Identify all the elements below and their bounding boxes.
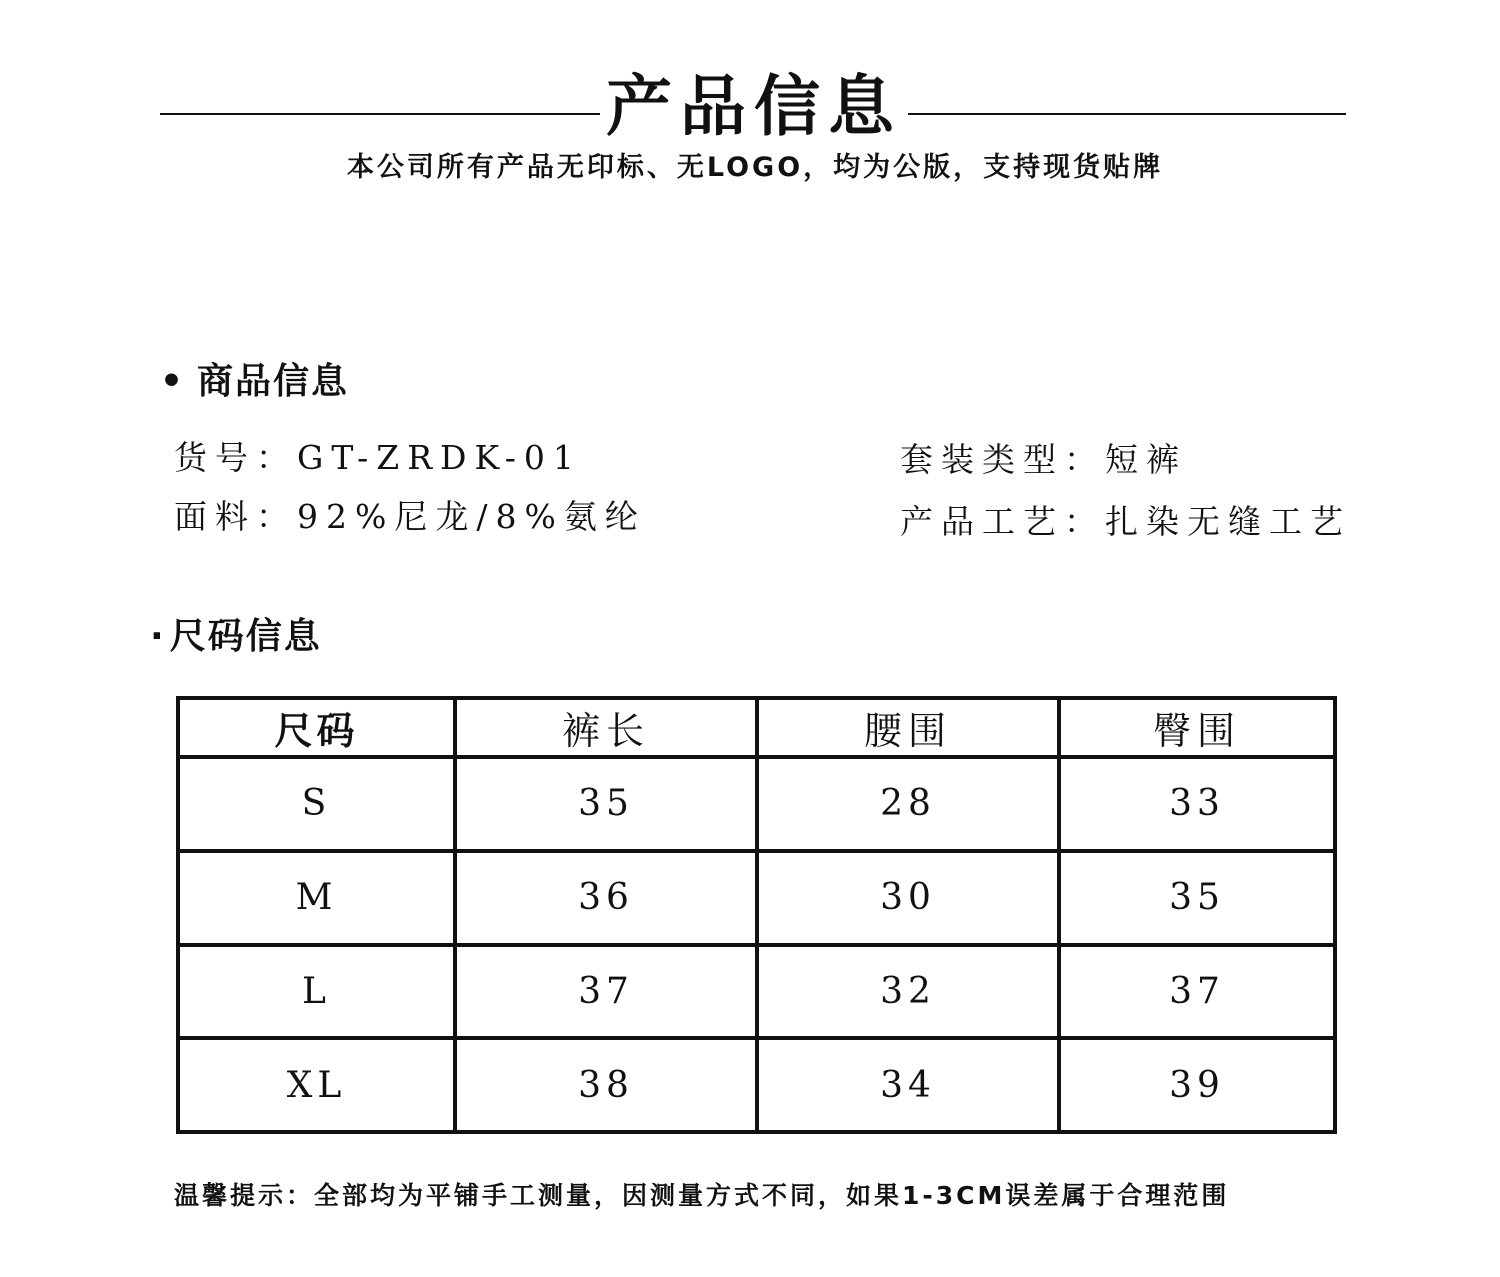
product-info-heading <box>160 360 349 404</box>
cell-waist: 30 <box>757 851 1059 945</box>
cell-size: XL <box>178 1038 455 1132</box>
cell-hip: 39 <box>1059 1038 1335 1132</box>
cell-hip: 33 <box>1059 757 1335 851</box>
product-info-heading-label: 商品信息 <box>197 361 350 402</box>
cell-hip: 35 <box>1059 851 1335 945</box>
cell-waist: 34 <box>757 1038 1059 1132</box>
cell-length: 35 <box>455 757 757 851</box>
cell-length: 37 <box>455 945 757 1039</box>
column-header-size: 尺码 <box>178 698 455 757</box>
title-divider-left <box>160 113 600 115</box>
table-row <box>178 851 1335 945</box>
size-info-heading-label: 尺码信息 <box>169 616 322 657</box>
cell-size: S <box>178 757 455 851</box>
table-row <box>178 945 1335 1039</box>
cell-size: M <box>178 851 455 945</box>
table-header-row <box>178 698 1335 757</box>
bullet-dot-icon: · <box>150 616 166 657</box>
cell-hip: 37 <box>1059 945 1335 1039</box>
column-header-hip: 臀围 <box>1059 698 1335 757</box>
item-number: 货号：GT-ZRDK-01 <box>174 438 582 477</box>
size-info-heading <box>150 615 322 659</box>
bullet-dot-icon: • <box>160 361 186 402</box>
table-row <box>178 757 1335 851</box>
cell-waist: 28 <box>757 757 1059 851</box>
table-row <box>178 1038 1335 1132</box>
cell-length: 36 <box>455 851 757 945</box>
product-craft: 产品工艺：扎染无缝工艺 <box>900 502 1351 541</box>
cell-length: 38 <box>455 1038 757 1132</box>
size-table <box>176 696 1337 1134</box>
page-subtitle: 本公司所有产品无印标、无LOGO，均为公版，支持现货贴牌 <box>346 152 1164 183</box>
title-divider-right <box>908 113 1346 115</box>
page-title: 产品信息 <box>606 68 902 145</box>
column-header-waist: 腰围 <box>757 698 1059 757</box>
column-header-length: 裤长 <box>455 698 757 757</box>
fabric-composition: 面料：92%尼龙/8%氨纶 <box>174 497 646 536</box>
cell-size: L <box>178 945 455 1039</box>
measurement-note: 温馨提示：全部均为平铺手工测量，因测量方式不同，如果1-3CM误差属于合理范围 <box>174 1181 1230 1210</box>
cell-waist: 32 <box>757 945 1059 1039</box>
set-type: 套装类型：短裤 <box>900 440 1187 479</box>
